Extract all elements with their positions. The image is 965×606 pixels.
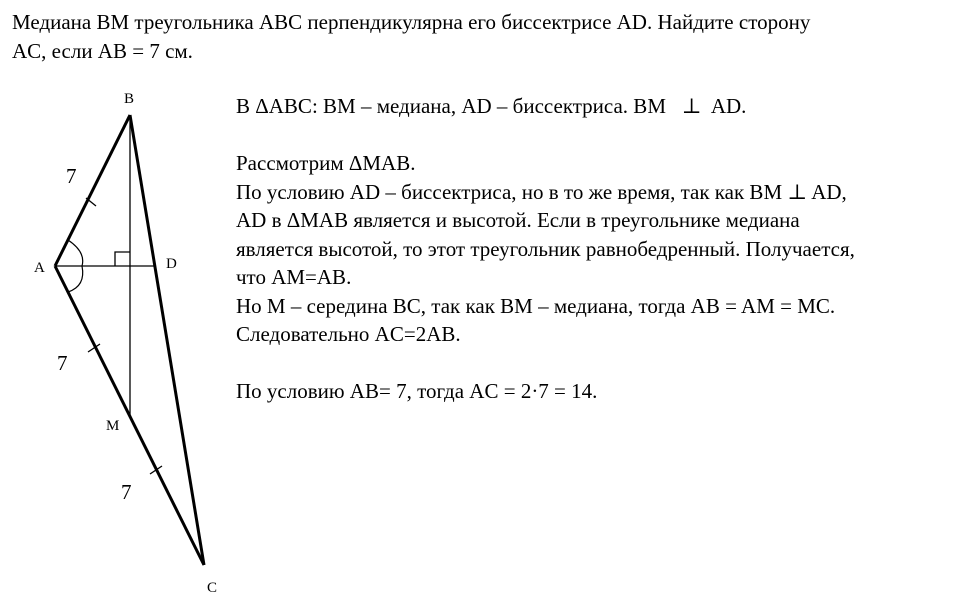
blank-line bbox=[236, 349, 956, 378]
length-ab: 7 bbox=[66, 164, 77, 188]
blank-line bbox=[236, 121, 956, 150]
right-angle-marker bbox=[115, 252, 130, 266]
solution-line-2: Рассмотрим ΔMAB. bbox=[236, 151, 416, 175]
angle-arc-lower bbox=[68, 266, 83, 292]
label-c: C bbox=[207, 580, 218, 596]
solution-text bbox=[236, 92, 956, 406]
label-a: A bbox=[34, 260, 45, 276]
angle-arc-upper bbox=[68, 240, 83, 266]
solution-line-8: Следовательно AC=2AB. bbox=[236, 322, 461, 346]
problem-line-1: Медиана BM треугольника ABC перпендикулярна его биссектрисе AD. Найдите сторону bbox=[12, 10, 811, 34]
solution-line-4: AD в ΔMAB является и высотой. Если в треугольнике медиана bbox=[236, 208, 800, 232]
label-m: M bbox=[106, 418, 120, 434]
solution-line-1: В ΔABC: BM – медиана, AD – биссектриса. BM ⊥ AD. bbox=[236, 94, 747, 118]
side-bc bbox=[130, 115, 204, 565]
solution-line-7: Но M – середина BC, так как BM – медиана, тогда AB = AM = MC. bbox=[236, 293, 836, 318]
label-b: B bbox=[124, 91, 135, 107]
solution-line-3: По условию AD – биссектриса, но в то же время, так как BM ⊥ AD, bbox=[236, 179, 847, 204]
problem-line-2: AC, если AB = 7 см. bbox=[12, 39, 193, 63]
length-mc: 7 bbox=[121, 480, 132, 504]
solution-line-9: По условию AB= 7, тогда AC = 2·7 = 14. bbox=[236, 379, 598, 403]
label-d: D bbox=[166, 256, 177, 272]
side-ab bbox=[55, 115, 130, 266]
solution-line-5: является высотой, то этот треугольник равнобедренный. Получается, bbox=[236, 236, 855, 261]
length-am: 7 bbox=[57, 351, 68, 375]
solution-line-6: что AM=AB. bbox=[236, 265, 352, 289]
